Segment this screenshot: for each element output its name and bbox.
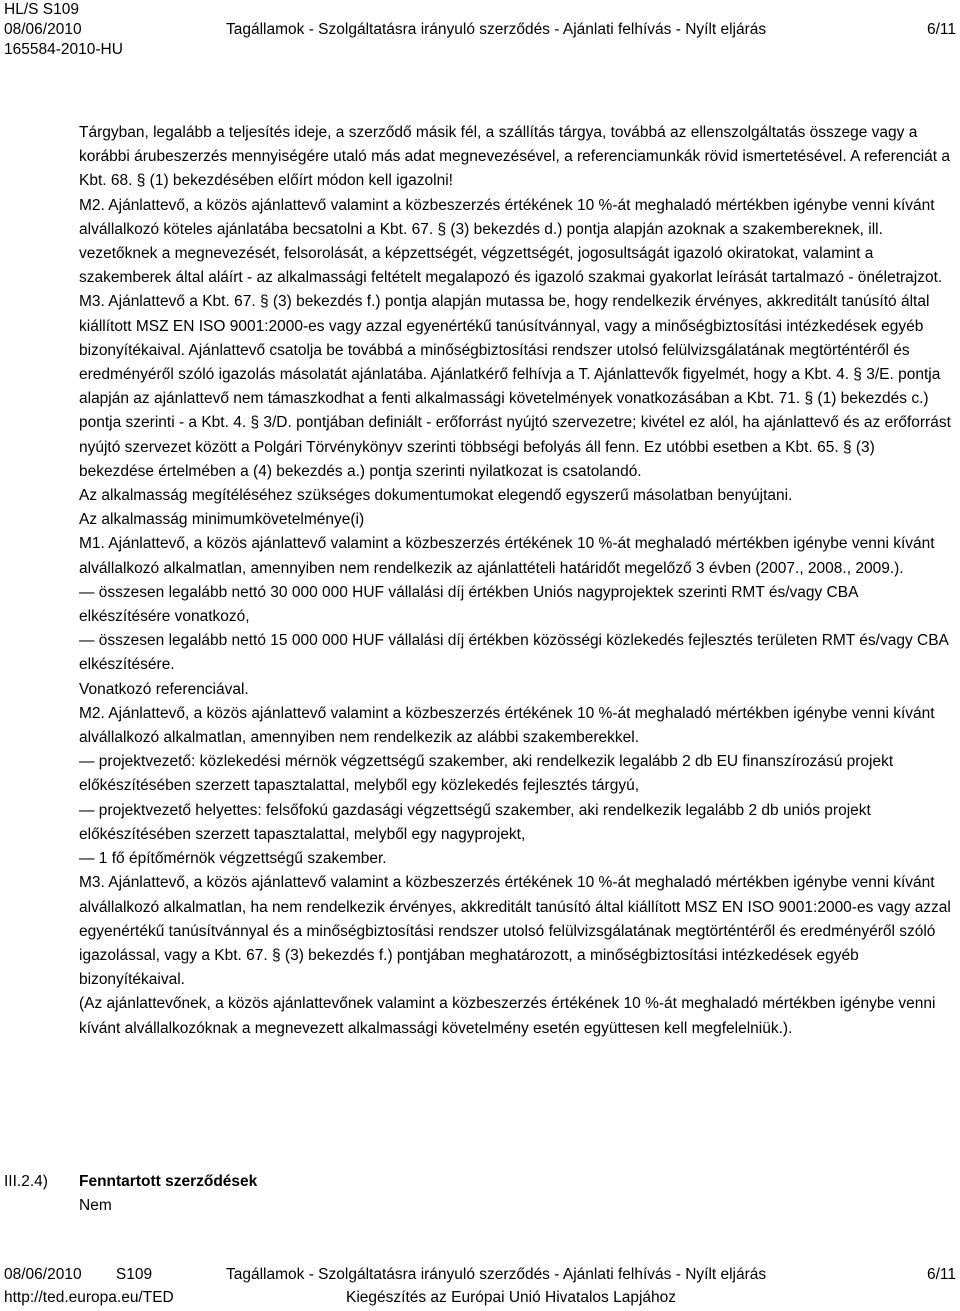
paragraph: — összesen legalább nettó 30 000 000 HUF vállalási díj értékben Uniós nagyprojektek szerinti RMT és/vagy CBA elkészítésére vonatkozó, xyxy=(79,583,858,626)
paragraph: M2. Ajánlattevő, a közös ajánlattevő valamint a közbeszerzés értékének 10 %-át meghaladó mértékben igénybe venni kívánt alvállalkozó köteles ajánlatába becsatolni a Kbt. 67. § (3) bekezdés d.) pontja alapján azoknak a szakembereknek, ill. vezetőknek a megnevezését, felsorolását, a képzettségét, végzettségét, jogosultságát igazoló okiratokat, valamint a szakemberek által aláírt - az alkalmassági feltételt megalapozó és igazoló szakmai gyakorlat leírását tartalmazó - önéletrajzot. xyxy=(79,196,943,287)
header-page-number: 6/11 xyxy=(926,21,956,38)
footer-page-number: 6/11 xyxy=(926,1266,956,1283)
paragraph: — projektvezető helyettes: felsőfokú gazdasági végzettségű szakember, aki rendelkezik legalább 2 db uniós projekt előkészítésében szerzett tapasztalattal, melyből egy nagyprojekt, xyxy=(79,801,871,843)
paragraph: Tárgyban, legalább a teljesítés ideje, a szerződő másik fél, a szállítás tárgya, továbbá az ellenszolgáltatás összege vagy a korábbi árubeszerzés mennyiségére utaló más adat megnevezésével, a referenciamunkák rövid ismertetésével. A referenciát a Kbt. 68. § (1) bekezdésében előírt módon kell igazolni! xyxy=(79,124,951,190)
paragraph: M2. Ajánlattevő, a közös ajánlattevő valamint a közbeszerzés értékének 10 %-át meghaladó mértékben igénybe venni kívánt alvállalkozó alkalmatlan, amennyiben nem rendelkezik az alábbi szakemberekkel. xyxy=(79,704,935,747)
footer-left xyxy=(4,1264,182,1286)
page-footer xyxy=(4,1264,956,1311)
section-title: Fenntartott szerződések xyxy=(79,1173,258,1190)
header-ref: 165584-2010-HU xyxy=(4,41,123,58)
paragraph: — 1 fő építőmérnök végzettségű szakember. xyxy=(79,850,387,868)
paragraph: M3. Ajánlattevő, a közös ajánlattevő valamint a közbeszerzés értékének 10 %-át meghaladó mértékben igénybe venni kívánt alvállalkozó alkalmatlan, ha nem rendelkezik érvényes, akkreditált tanúsító által kiállított MSZ EN ISO 9001:2000-es vagy azzal egyenértékű tanúsítvánnyal és a minőségbiztosítási rendszer utolsó felülvizsgálatának megtörténtéről és eredményéről szóló igazolással, vagy a Kbt. 67. § (3) bekezdés f.) pontjában meghatározott, a minőségbiztosítási intézkedések egyéb bizonyítékaival. xyxy=(79,874,951,989)
doc-id: HL/S S109 xyxy=(4,1,79,18)
paragraph: — összesen legalább nettó 15 000 000 HUF vállalási díj értékben közösségi közlekedés fejlesztés területen RMT és/vagy CBA elkészítésére. xyxy=(79,632,949,674)
paragraph: Vonatkozó referenciával. xyxy=(79,680,249,698)
paragraph: — projektvezető: közlekedési mérnök végzettségű szakember, aki rendelkezik legalább 2 db EU finanszírozású projekt előkészítésében szerzett tapasztalattal, melyből egy közlekedés fejlesztés tárgyú, xyxy=(79,753,894,795)
footer-url-link[interactable]: http://ted.europa.eu/TED xyxy=(4,1289,174,1306)
paragraph: Az alkalmasság megítéléséhez szükséges dokumentumokat elegendő egyszerű másolatban benyújtani. xyxy=(79,487,793,505)
document-body xyxy=(79,121,951,1041)
section-value: Nem xyxy=(79,1197,112,1214)
footer-title: Tagállamok - Szolgáltatásra irányuló szerződés - Ajánlati felhívás - Nyílt eljárás xyxy=(226,1266,767,1283)
paragraph: Az alkalmasság minimumkövetelménye(i) xyxy=(79,511,365,529)
page-header xyxy=(4,0,956,64)
paragraph: (Az ajánlattevőnek, a közös ajánlattevőnek valamint a közbeszerzés értékének 10 %-át meghaladó mértékben igénybe venni kívánt alvállalkozóknak a megnevezett alkalmassági követelmény esetén együttesen kell megfelelniük.). xyxy=(79,995,936,1037)
footer-code: S109 xyxy=(115,1266,153,1283)
paragraph: M3. Ajánlattevő a Kbt. 67. § (3) bekezdés f.) pontja alapján mutassa be, hogy rendelkezik érvényes, akkreditált tanúsító által kiállított MSZ EN ISO 9001:2000-es vagy azzal egyenértékű tanúsítvánnyal, vagy a minőségbiztosítási intézkedések egyéb bizonyítékaival. Ajánlattevő csatolja be továbbá a minőségbiztosítási rendszer utolsó felülvizsgálatának megtörténtéről és eredményéről szóló igazolás másolatát ajánlatába. Ajánlatkérő felhívja a T. Ajánlattevők figyelmét, hogy a Kbt. 4. § 3/E. pontja alapján az ajánlattevő nem támaszkodhat a fenti alkalmassági követelmények vonatkozásában a Kbt. 71. § (1) bekezdés c.) pontja szerinti - a Kbt. 4. § 3/D. pontjában definiált - erőforrást nyújtó szervezetre; kivétel ez alól, ha ajánlattevő és az erőforrást nyújtó szervezet között a Polgári Törvénykönyv szerinti többségi befolyás áll fenn. Ez utóbbi esetben a Kbt. 65. § (3) bekezdése értelmében a (4) bekezdés a.) pontja szerinti nyilatkozat is csatolandó. xyxy=(79,293,951,480)
paragraph: M1. Ajánlattevő, a közös ajánlattevő valamint a közbeszerzés értékének 10 %-át meghaladó mértékben igénybe venni kívánt alvállalkozó alkalmatlan, amennyiben nem rendelkezik az ajánlattételi határidőt megelőző 3 évben (2007., 2008., 2009.). xyxy=(79,535,935,577)
section-number: III.2.4) xyxy=(4,1173,48,1190)
footer-publication: Kiegészítés az Európai Unió Hivatalos Lapjához xyxy=(346,1289,676,1306)
footer-date: 08/06/2010 xyxy=(4,1266,82,1283)
header-date: 08/06/2010 xyxy=(4,21,82,38)
header-title: Tagállamok - Szolgáltatásra irányuló szerződés - Ajánlati felhívás - Nyílt eljárás xyxy=(226,21,767,38)
header-left xyxy=(4,0,123,60)
